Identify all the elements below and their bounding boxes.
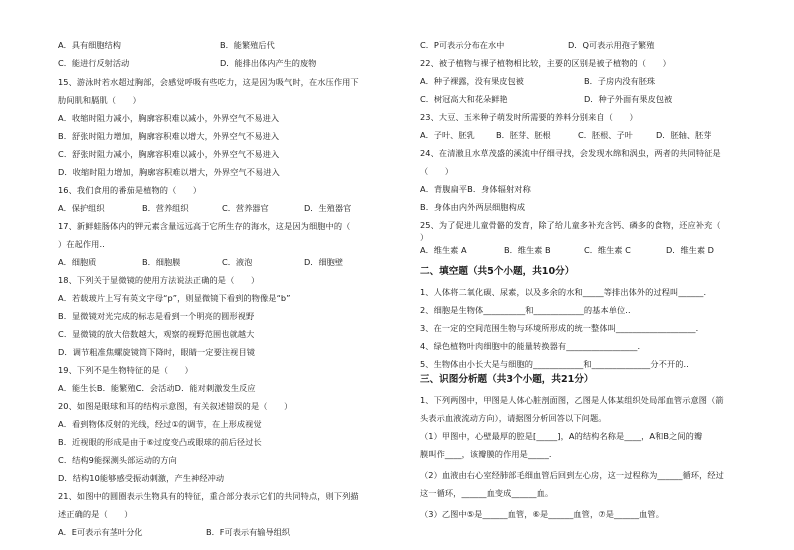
option: A．E可表示有茎叶分化 <box>58 527 143 537</box>
question-stem: 21、如图中的圆圈表示生物具有的特征，重合部分表示它们的共同特点，则下列描 <box>58 491 359 501</box>
option: B．显微镜对光完成的标志是看到一个明亮的圆形视野 <box>58 311 255 321</box>
question-stem: 述正确的是（ ） <box>58 509 133 519</box>
figure-question: （2）血液由右心室经肺部毛细血管后回到左心房，这一过程称为______循环，经过 <box>420 470 724 480</box>
fill-item: 2、细胞是生物体__________和____________的基本单位.. <box>420 305 631 315</box>
option: D．生殖器官 <box>304 203 352 213</box>
option: C．显微镜的放大倍数越大，观察的视野范围也就越大 <box>58 329 255 339</box>
figure-question: （1）甲图中，心壁最厚的腔是[_____]，A的结构名称是____，A和B之间的瓣 <box>420 431 703 441</box>
option: A．能生长B．能繁殖C．会活动D．能对刺激发生反应 <box>58 383 256 393</box>
option: A．具有细胞结构 <box>58 40 121 50</box>
option: C．胚根、子叶 <box>578 130 633 140</box>
option: B．子房内没有胚珠 <box>584 76 656 86</box>
fill-item: 5、生物体由小长大是与细胞的____________和______________分不开的.. <box>420 359 689 369</box>
figure-question: （3）乙图中⑤是______血管，⑥是______血管，⑦是______血管。 <box>420 509 665 519</box>
fill-item: 4、绿色植物叶肉细胞中的能量转换器有_________________. <box>420 341 641 351</box>
option: A．子叶、胚乳 <box>420 130 475 140</box>
question-stem: ） <box>420 232 429 242</box>
figure-question: 1、下列两图中，甲图是人体心脏剖面图，乙图是人体某组织处局部血管示意图（箭 <box>420 395 724 405</box>
option: C．舒张时阻力减小，胸廓容积难以减小，外界空气不易进入 <box>58 149 280 159</box>
option: B．近视眼的形成是由于⑥过度变凸或眼球的前后径过长 <box>58 437 262 447</box>
option: D．维生素 D <box>666 245 714 255</box>
question-stem: 23、大豆、玉米种子萌发时所需要的养料分别来自（ ） <box>420 112 638 122</box>
option: C．P可表示分布在水中 <box>420 40 505 50</box>
figure-question: 头表示血液流动方向），请据图分析回答以下问题。 <box>420 413 607 423</box>
option: D．能排出体内产生的废物 <box>220 58 317 68</box>
option: B．细胞膜 <box>142 257 181 267</box>
option: D．收缩时阻力增加，胸廓容积难以增大，外界空气不易进入 <box>58 167 280 177</box>
question-stem: 20、如图是眼球和耳的结构示意图，有关叙述错误的是（ ） <box>58 401 293 411</box>
fill-item: 1、人体将二氧化碳、尿素，以及多余的水和_____等排出体外的过程叫______. <box>420 287 707 297</box>
option: C．树冠高大和花朵鲜艳 <box>420 94 508 104</box>
option: A．细胞质 <box>58 257 97 267</box>
option: D．结构10能够感受振动刺激，产生神经冲动 <box>58 473 225 483</box>
option: A．维生素 A <box>420 245 467 255</box>
question-stem: 17、新鲜蛙肠体内的钾元素含量远远高于它所生存的海水，这是因为细胞中的（ <box>58 221 351 231</box>
question-stem: 25、为了促进儿童骨骼的发育，除了给儿童多补充含钙、磷多的食物，还应补充（ <box>420 220 721 230</box>
option: C．液泡 <box>222 257 253 267</box>
option: C．维生素 C <box>584 245 631 255</box>
figure-question: 膜叫作____，该瓣膜的作用是_____. <box>420 449 552 459</box>
question-stem: 16、我们食用的番茄是植物的（ ） <box>58 185 202 195</box>
option: B．营养组织 <box>142 203 189 213</box>
section-title: 三、识图分析题（共3个小题，共21分） <box>420 374 594 385</box>
option: B．舒张时阻力增加，胸廓容积难以增大，外界空气不易进入 <box>58 131 280 141</box>
fill-item: 3、在一定的空间范围生物与环境所形成的统一整体叫___________________. <box>420 323 699 333</box>
question-stem: 15、游泳时若水超过胸部，会感觉呼吸有些吃力，这是因为吸气时，在水压作用下 <box>58 77 359 87</box>
option: D．种子外面有果皮包被 <box>584 94 673 104</box>
option: A．收缩时阻力减小，胸廓容积难以减小，外界空气不易进入 <box>58 113 280 123</box>
option: D．胚轴、胚芽 <box>656 130 712 140</box>
option: A．若载玻片上写有英文字母“p”，则显微镜下看到的物像是“b” <box>58 293 291 303</box>
option: A．背腹扁平B．身体辐射对称 <box>420 184 531 194</box>
option: A．看到物体反射的光线，经过①的调节，在上形成视觉 <box>58 419 262 429</box>
option: C．结构9能探测头部运动的方向 <box>58 455 177 465</box>
figure-question: 这一循环，______血变成______血。 <box>420 488 554 498</box>
option: D．Q可表示用孢子繁殖 <box>568 40 655 50</box>
question-stem: 肋间肌和膈肌（ ） <box>58 95 141 105</box>
option: A．保护组织 <box>58 203 105 213</box>
section-title: 二、填空题（共5个小题，共10分） <box>420 266 575 277</box>
option: B．身体由内外两层细胞构成 <box>420 202 526 212</box>
question-stem: 18、下列关于显微镜的使用方法说法正确的是（ ） <box>58 275 260 285</box>
option: C．能进行反射活动 <box>58 58 130 68</box>
option: B．维生素 B <box>504 245 551 255</box>
question-stem: 24、在清澈且水草茂盛的溪流中仔细寻找，会发现水绵和涡虫，两者的共同特征是 <box>420 148 721 158</box>
option: B．F可表示有输导组织 <box>206 527 291 537</box>
option: D．细胞壁 <box>304 257 344 267</box>
option: B．胚芽、胚根 <box>496 130 551 140</box>
option: D．调节粗准焦螺旋镜筒下降时，眼睛一定要注视目镜 <box>58 347 256 357</box>
option: A．种子裸露，没有果皮包被 <box>420 76 524 86</box>
option: C．营养器官 <box>222 203 269 213</box>
question-stem: 22、被子植物与裸子植物相比较，主要的区别是被子植物的（ ） <box>420 58 671 68</box>
question-stem: ）在起作用.. <box>58 239 105 249</box>
question-stem: 19、下列不是生物特征的是（ ） <box>58 365 193 375</box>
option: B．能繁殖后代 <box>220 40 275 50</box>
question-stem: （ ） <box>420 166 454 176</box>
